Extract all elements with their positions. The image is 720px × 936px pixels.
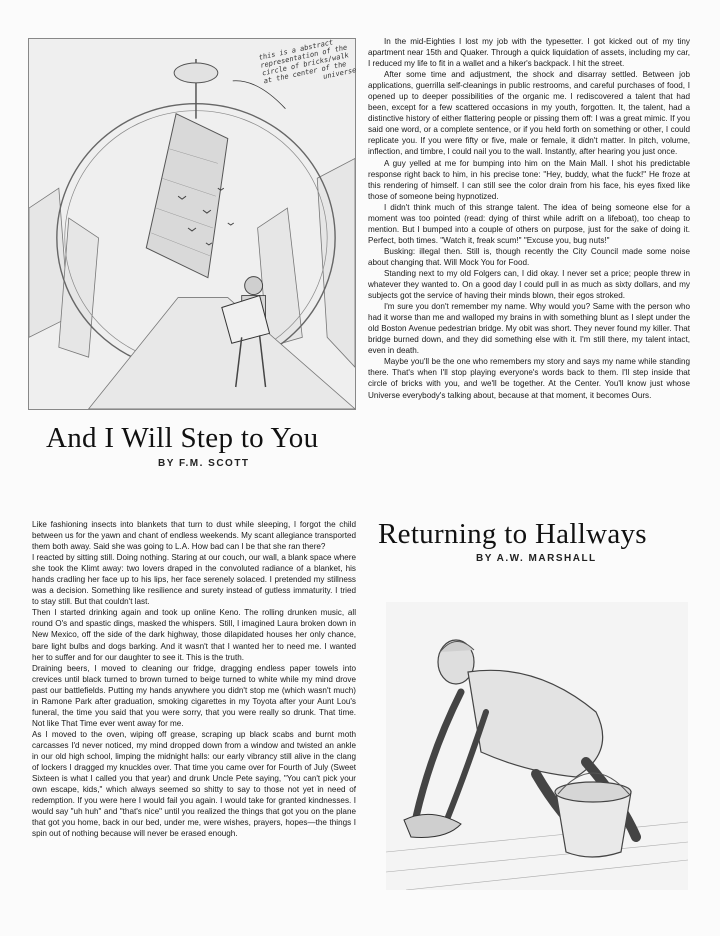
story2-title: Returning to Hallways <box>378 518 647 550</box>
story1-paragraph: A guy yelled at me for bumping into him on the Main Mall. I shot his predictable response right back to him, in his precise tone: "Hey, buddy, what the fuck!" He froze at this rendering of himself. I can still see the color drain from his face, his eyes fixed like those of someone being hypnotized. <box>368 158 690 201</box>
story2-paragraph: As I moved to the oven, wiping off grease, scraping up black scabs and burnt moth carcasses I'd never noticed, my mind dropped down from a window and twisted an ankle in our old high school, limping the midnight halls: our early vibrancy still alive in the clang of lockers I dragged my knuckles over. That time you came over for Fourth of July (Sweet Sixteen is what I called you that year) and drunk Uncle Pete saying, "You can't pick your own escape, kids," which always seemed so shitty to say to those not yet in need of redemption. If you were here I would fail you again. I would take for granted kindnesses. I would say "uh huh" and "that's nice" until you realized the things that got you on the plane that got you home, back in our bed, under me, were wishes, prayers, hopes—the things I spin out of nothing because will never be erased enough. <box>32 729 356 839</box>
story1-byline: BY F.M. SCOTT <box>158 458 250 469</box>
city-circle-drawing <box>29 39 355 409</box>
story1-paragraph: After some time and adjustment, the shock and disarray settled. Between job applications, guerrilla self-cleanings in public restrooms, and careful purchases of food, I opened up to deeper possibilities of the organic me. I rediscovered a talent that had been, except for a few scattered occasions in my youth, forgotten. It, the talent, had a distinctive history of either flattering people or pissing them off: I was a great mimic. If you said one word, or a complete sentence, or if you held forth on something or other, I could replicate you. If you were fifty or five, male or female, it didn't matter. In pitch, volume, inflection, and timbre, I could nail you to the wall. Instantly, after hearing you just once. <box>368 70 690 157</box>
story1-paragraph: Standing next to my old Folgers can, I did okay. I never set a price; people threw in whatever they wanted to. On a good day I could pull in as much as sixty dollars, and my subjects got the service of having their minds blown, their egos stroked. <box>368 268 690 301</box>
story2-paragraph: Like fashioning insects into blankets that turn to dust while sleeping, I forgot the child between us for the yawn and chant of endless weekends. My scant allegiance transported them both away. Said she was going to L.A. How bad can I be that she ran there? <box>32 520 356 552</box>
sketch-illustration-man-scrubbing <box>386 602 688 890</box>
story1-paragraph: Maybe you'll be the one who remembers my story and says my name while standing there. That's when I'll stop playing everyone's words back to them. I'll step inside that circle of bricks with you, and we'll be together. At the Center. You'll know just whose Universe everybody's talking about, because at that moment, it becomes Ours. <box>368 357 690 400</box>
man-scrubbing-drawing <box>386 602 688 890</box>
story1-paragraph: I'm sure you don't remember my name. Why would you? Same with the person who had it worse than me and walloped my brains in with something blunt as I slept under the old Boston Avenue pedestrian bridge. My obit was short. They never found my killer. That bridge burned down, and they did something else with it. I'm still there, my talent intact, even in death. <box>368 302 690 356</box>
story1-paragraph: I didn't think much of this strange talent. The idea of being someone else for a moment was too pointed (read: dying of thirst while adrift on a lifeboat), too cheap to mention. But I bumped into a couple of others on purpose, just for the sake of doing it. Perfect, both times. "Watch it, freak scum!" "Excuse you, bug nuts!" <box>368 202 690 245</box>
story1-title: And I Will Step to You <box>46 422 319 454</box>
story2-paragraph: Draining beers, I moved to cleaning our fridge, dragging endless paper towels into crevices until black turned to brown turned to beige turned to white while my mind drove past our battlefields. Putting my hands anywhere you didn't stop me (which wasn't much) in Ramone Park after graduation, smoking cigarettes in my Toyota after your Aunt Lou's funeral, the time you said that you were sorry, that you were really so drunk. That time. Not like That Time ever went away for me. <box>32 663 356 728</box>
sketch-handwritten-note: this is a abstract representation of the circle of bricks/walk at the center of the universe <box>258 38 358 94</box>
story1-paragraph: Busking: illegal then. Still is, though recently the City Council made some noise about changing that. Will Mock You for Food. <box>368 246 690 267</box>
sketch-illustration-city-circle <box>28 38 356 410</box>
story1-paragraph: In the mid-Eighties I lost my job with the typesetter. I got kicked out of my tiny apartment near 15th and Quaker. Through a quick liquidation of assets, including my car, I reduced my life to fit in a wallet and a hiker's backpack. I hit the street. <box>368 37 690 69</box>
story2-paragraph: Then I started drinking again and took up online Keno. The rolling drunken music, all round O's and spastic dings, masked the whispers. Still, I imagined Laura broken down in New Mexico, off the side of the dark highway, those dilapidated houses her only chance, bare light bulbs and dogs barking. And it wasn't that I wanted her to need me. I wanted her to suffer and for our daughter to see it. This is the truth. <box>32 608 356 662</box>
story2-byline: BY A.W. MARSHALL <box>476 553 597 564</box>
story2-paragraph: I reacted by sitting still. Doing nothing. Staring at our couch, our wall, a blank space where she took the Klimt away: two lovers draped in the convoluted radiance of a blanket, his hands cradling her face up to his lips, her face serenely solaced. I pretended my stillness was a decision. Something like resilience and surety instead of gutless immaturity. I tried to stay still. But that couldn't last. <box>32 553 356 607</box>
story1-body <box>368 36 690 401</box>
story2-body <box>32 519 356 839</box>
